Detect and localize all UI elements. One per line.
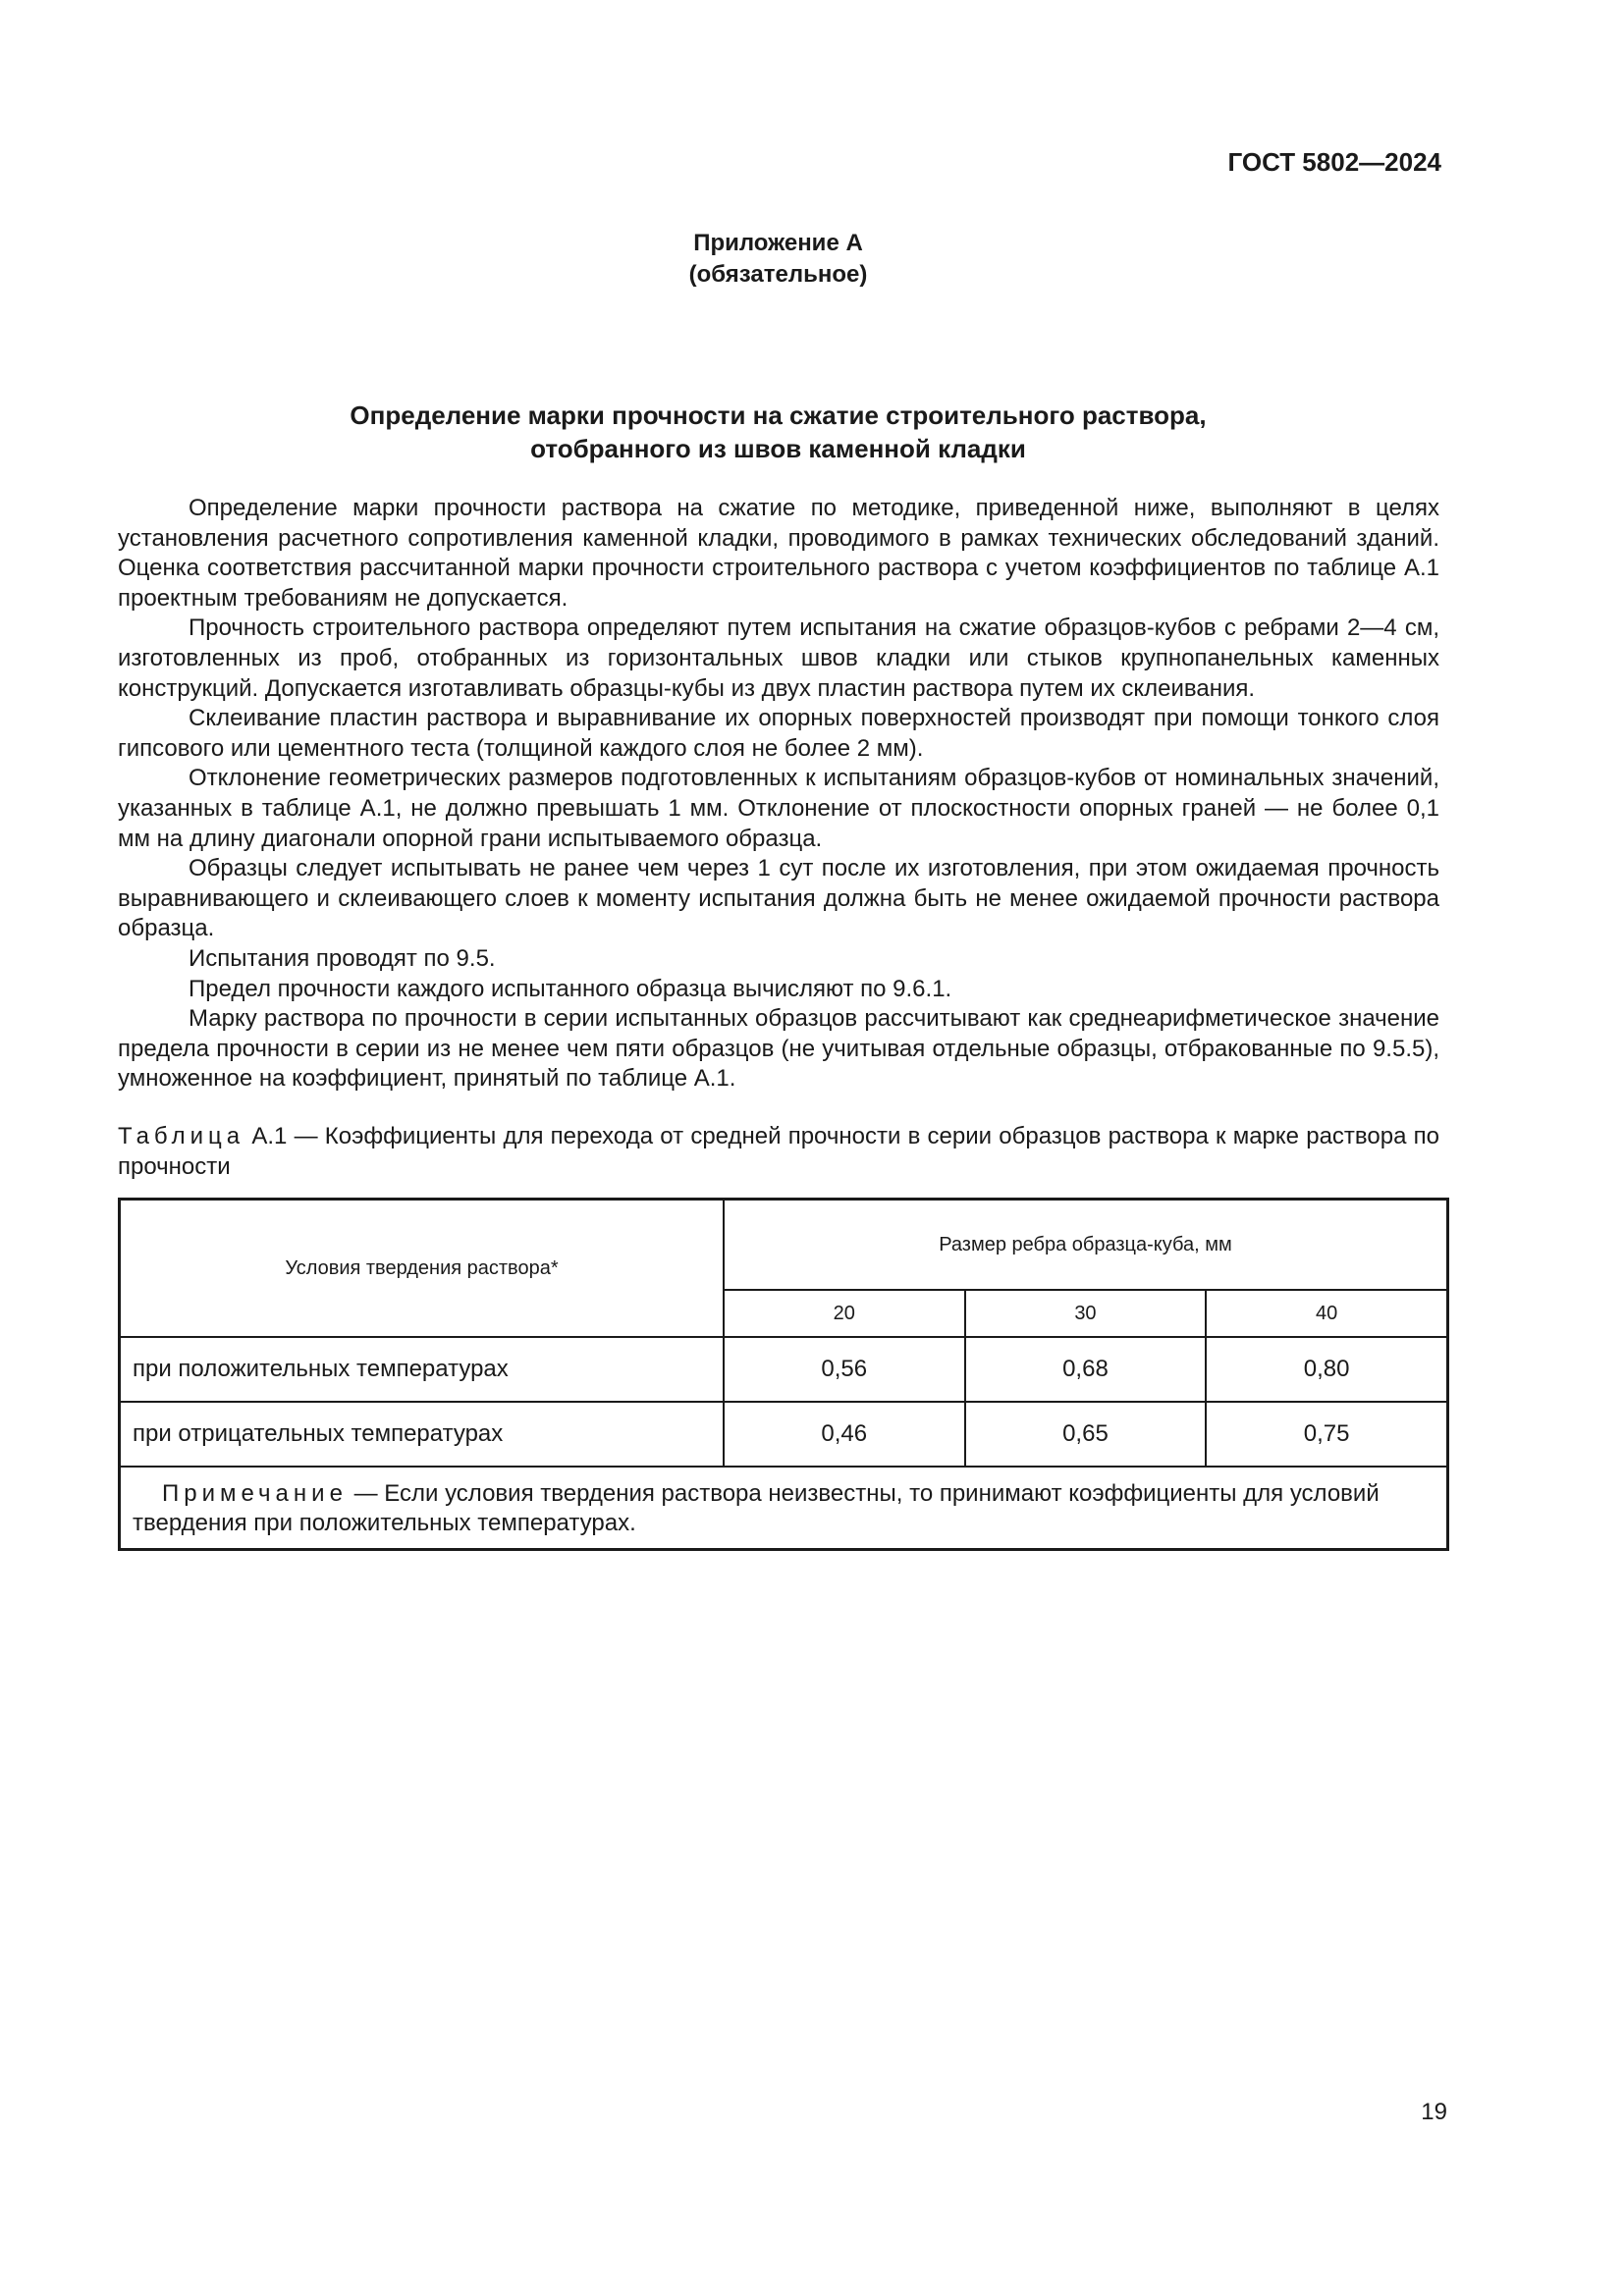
appendix-heading [0,228,1556,291]
table-cell: 0,56 [724,1337,965,1402]
table-cell: 0,80 [1206,1337,1447,1402]
table-caption-label: Таблица [118,1123,245,1149]
note-label: Примечание [162,1480,348,1507]
appendix-status: (обязательное) [688,261,868,288]
table-cell: 0,46 [724,1402,965,1467]
table-row [120,1337,1448,1402]
table-note [120,1467,1448,1550]
header-size-40: 40 [1206,1290,1447,1337]
row-label-negative: при отрицательных температурах [120,1402,724,1467]
header-condition: Условия твердения раствора* [120,1200,724,1338]
header-size: Размер ребра образца-куба, мм [724,1200,1448,1291]
table-cell: 0,75 [1206,1402,1447,1467]
appendix-title [0,399,1556,465]
body-text [118,494,1439,1095]
paragraph: Прочность строительного раствора определяют путем испытания на сжатие образцов-кубов с ребрами 2—4 см, изготовленных из проб, отобранных из горизонтальных швов кладки или стыков крупнопанельных каменных конструкций. Допускается изготавливать образцы-кубы из двух пластин раствора путем их склеивания. [118,614,1439,702]
title-line-2: отобранного из швов каменной кладки [530,434,1026,463]
note-text: — Если условия твердения раствора неизвестны, то принимают коэффициенты для условий твердения при положительных температурах. [133,1480,1380,1536]
header-size-20: 20 [724,1290,965,1337]
paragraph: Определение марки прочности раствора на сжатие по методике, приведенной ниже, выполняют в целях установления расчетного сопротивления каменной кладки, проводимого в рамках технических обследований зданий. Оценка соответствия рассчитанной марки прочности строительного раствора с учетом коэффициентов по таблице А.1 проектным требованиям не допускается. [118,495,1439,612]
title-line-1: Определение марки прочности на сжатие строительного раствора, [350,400,1207,430]
header-size-30: 30 [965,1290,1207,1337]
table-caption-text: А.1 — Коэффициенты для перехода от средней прочности в серии образцов раствора к марке раствора по прочности [118,1123,1439,1180]
paragraph: Предел прочности каждого испытанного образца вычисляют по 9.6.1. [189,975,952,1002]
coefficient-table [118,1198,1449,1551]
paragraph: Склеивание пластин раствора и выравнивание их опорных поверхностей производят при помощи тонкого слоя гипсового или цементного теста (толщиной каждого слоя не более 2 мм). [118,705,1439,762]
table-row [120,1402,1448,1467]
table-cell: 0,68 [965,1337,1207,1402]
table-note-row [120,1467,1448,1550]
document-code: ГОСТ 5802—2024 [1227,147,1441,177]
row-label-positive: при положительных температурах [120,1337,724,1402]
paragraph: Марку раствора по прочности в серии испытанных образцов рассчитывают как среднеарифметическое значение предела прочности в серии из не менее чем пяти образцов (не учитывая отдельные образцы, отбракованные по 9.5.5), умноженное на коэффициент, принятый по таблице А.1. [118,1005,1439,1093]
page-number: 19 [1421,2099,1447,2125]
table-header-row [120,1200,1448,1291]
appendix-label: Приложение А [693,230,863,256]
table-cell: 0,65 [965,1402,1207,1467]
paragraph: Отклонение геометрических размеров подготовленных к испытаниям образцов-кубов от номинальных значений, указанных в таблице А.1, не должно превышать 1 мм. Отклонение от плоскостности опорных граней — не более 0,1 мм на длину диагонали опорной грани испытываемого образца. [118,765,1439,852]
paragraph: Испытания проводят по 9.5. [189,944,496,972]
paragraph: Образцы следует испытывать не ранее чем через 1 сут после их изготовления, при этом ожидаемая прочность выравнивающего и склеивающего слоев к моменту испытания должна быть не менее ожидаемой прочности раствора образца. [118,855,1439,942]
table-caption [118,1122,1439,1182]
